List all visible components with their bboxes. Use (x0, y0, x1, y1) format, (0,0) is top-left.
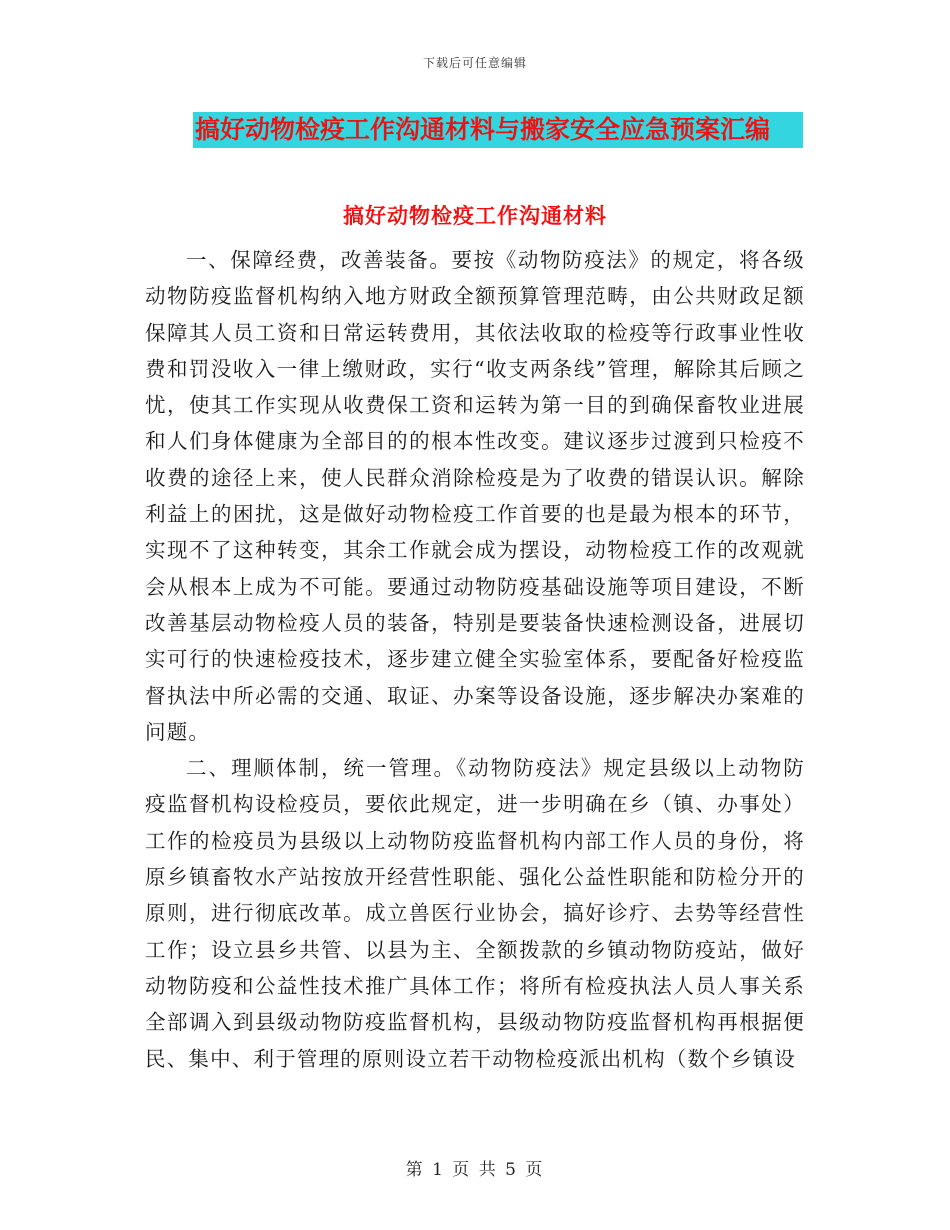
paragraph: 一、保障经费，改善装备。要按《动物防疫法》的规定，将各级动物防疫监督机构纳入地方财政全额预算管理范畴，由公共财政足额保障其人员工资和日常运转费用，其依法收取的检疫等行政事业性收费和罚没收入一律上缴财政，实行“收支两条线”管理，解除其后顾之忧，使其工作实现从收费保工资和运转为第一目的到确保畜牧业进展和人们身体健康为全部目的的根本性改变。建议逐步过渡到只检疫不收费的途径上来，使人民群众消除检疫是为了收费的错误认识。解除利益上的困扰，这是做好动物检疫工作首要的也是最为根本的环节，实现不了这种转变，其余工作就会成为摆设，动物检疫工作的改观就会从根本上成为不可能。要通过动物防疫基础设施等项目建设，不断改善基层动物检疫人员的装备，特别是要装备快速检测设备，进展切实可行的快速检疫技术，逐步建立健全实验室体系，要配备好检疫监督执法中所必需的交通、取证、办案等设备设施，逐步解决办案难的问题。 (145, 248, 805, 744)
section-title: 搞好动物检疫工作沟通材料 (343, 203, 607, 228)
header-note: 下载后可任意编辑 (422, 56, 527, 70)
paragraph: 二、理顺体制，统一管理。《动物防疫法》规定县级以上动物防疫监督机构设检疫员，要依此规定，进一步明确在乡（镇、办事处）工作的检疫员为县级以上动物防疫监督机构内部工作人员的身份，将原乡镇畜牧水产站按放开经营性职能、强化公益性职能和防检分开的原则，进行彻底改革。成立兽医行业协会，搞好诊疗、去势等经营性工作；设立县乡共管、以县为主、全额拨款的乡镇动物防疫站，做好动物防疫和公益性技术推广具体工作；将所有检疫执法人员人事关系全部调入到县级动物防疫监督机构，县级动物防疫监督机构再根据便民、集中、利于管理的原则设立若干动物检疫派出机构（数个乡镇设 (145, 756, 805, 1071)
page-footer: 第 1 页 共 5 页 (405, 1160, 545, 1180)
document-body (145, 242, 805, 1077)
main-title: 搞好动物检疫工作沟通材料与搬家安全应急预案汇编 (195, 115, 771, 144)
main-title-highlight (193, 112, 803, 148)
